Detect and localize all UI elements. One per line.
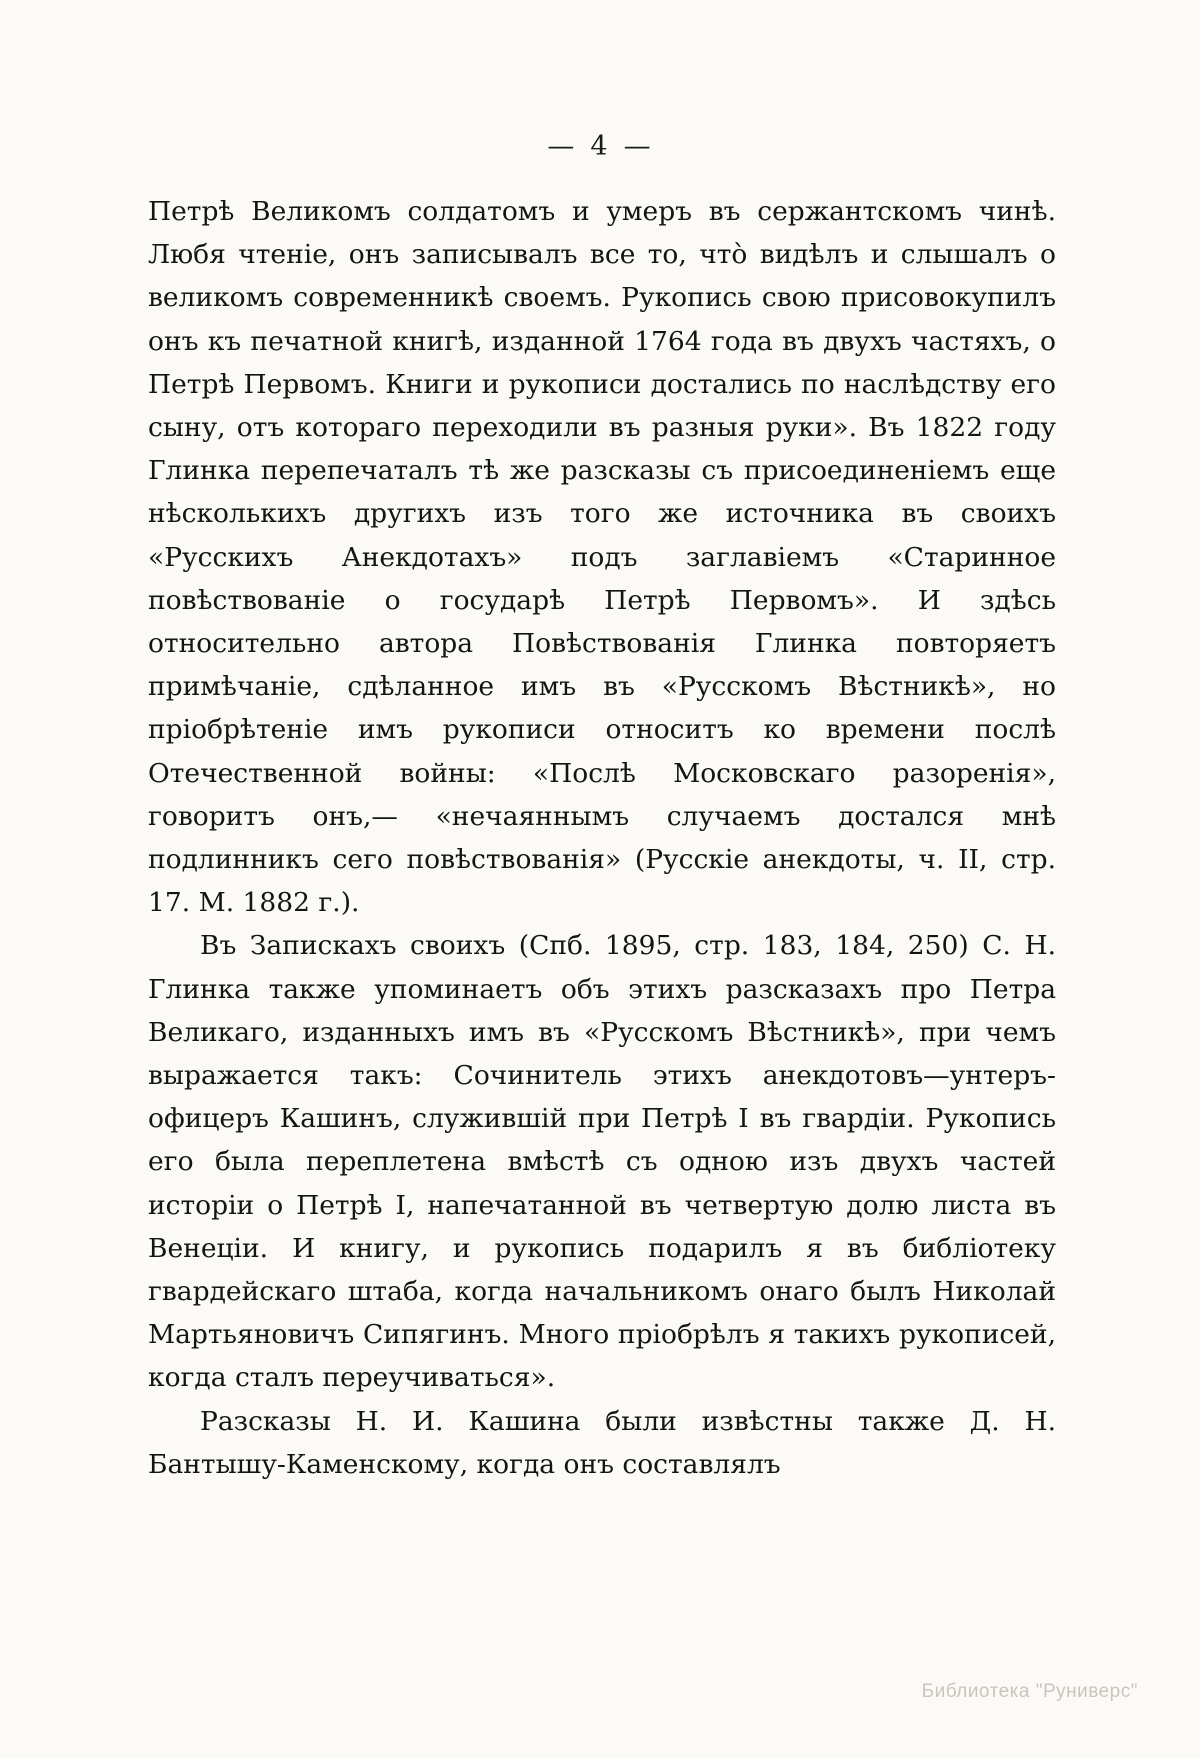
page-number-dash-left: — xyxy=(547,131,577,162)
paragraph-2: Въ Запискахъ своихъ (Спб. 1895, стр. 183, 184, 250) С. Н. Глинка также упоминаетъ объ этихъ разсказахъ про Петра Великаго, изданныхъ имъ въ «Русскомъ Вѣстникѣ», при чемъ выражается такъ: Сочинитель этихъ анекдотовъ—унтеръ-офицеръ Кашинъ, служившій при Петрѣ I въ гвардіи. Рукопись его была переплетена вмѣстѣ съ одною изъ двухъ частей исторіи о Петрѣ I, напечатанной въ четвертую долю листа въ Венеціи. И книгу, и рукопись подарилъ я въ библіотеку гвардейскаго штаба, когда начальникомъ онаго былъ Николай Мартьяновичъ Сипягинъ. Много пріобрѣлъ я такихъ рукописей, когда сталъ переучиваться». xyxy=(148,930,1056,1394)
page-number xyxy=(0,131,1200,162)
page-number-dash-right: — xyxy=(623,131,653,162)
watermark-library-runivers: Библиотека "Руниверс" xyxy=(921,1681,1138,1702)
paragraph-3: Разсказы Н. И. Кашина были извѣстны также Д. Н. Бантышу-Каменскому, когда онъ составлялъ xyxy=(148,1405,1056,1480)
page-number-value: 4 xyxy=(590,131,610,162)
body-text xyxy=(148,190,1056,1486)
paragraph-1: Петрѣ Великомъ солдатомъ и умеръ въ сержантскомъ чинѣ. Любя чтеніе, онъ записывалъ все то, чтò видѣлъ и слышалъ о великомъ современникѣ своемъ. Рукопись свою присовокупилъ онъ къ печатной книгѣ, изданной 1764 года въ двухъ частяхъ, о Петрѣ Первомъ. Книги и рукописи достались по наслѣдству его сыну, отъ котораго переходили въ разныя руки». Въ 1822 году Глинка перепечаталъ тѣ же разсказы съ присоединеніемъ еще нѣсколькихъ другихъ изъ того же источника въ своихъ «Русскихъ Анекдотахъ» подъ заглавіемъ «Старинное повѣствованіе о государѣ Петрѣ Первомъ». И здѣсь относительно автора Повѣствованія Глинка повторяетъ примѣчаніе, сдѣланное имъ въ «Русскомъ Вѣстникѣ», но пріобрѣтеніе имъ рукописи относитъ ко времени послѣ Отечественной войны: «Послѣ Московскаго разоренія», говоритъ онъ,— «нечаяннымъ случаемъ достался мнѣ подлинникъ сего повѣствованія» (Русскіе анекдоты, ч. II, стр. 17. М. 1882 г.). xyxy=(148,196,1056,919)
